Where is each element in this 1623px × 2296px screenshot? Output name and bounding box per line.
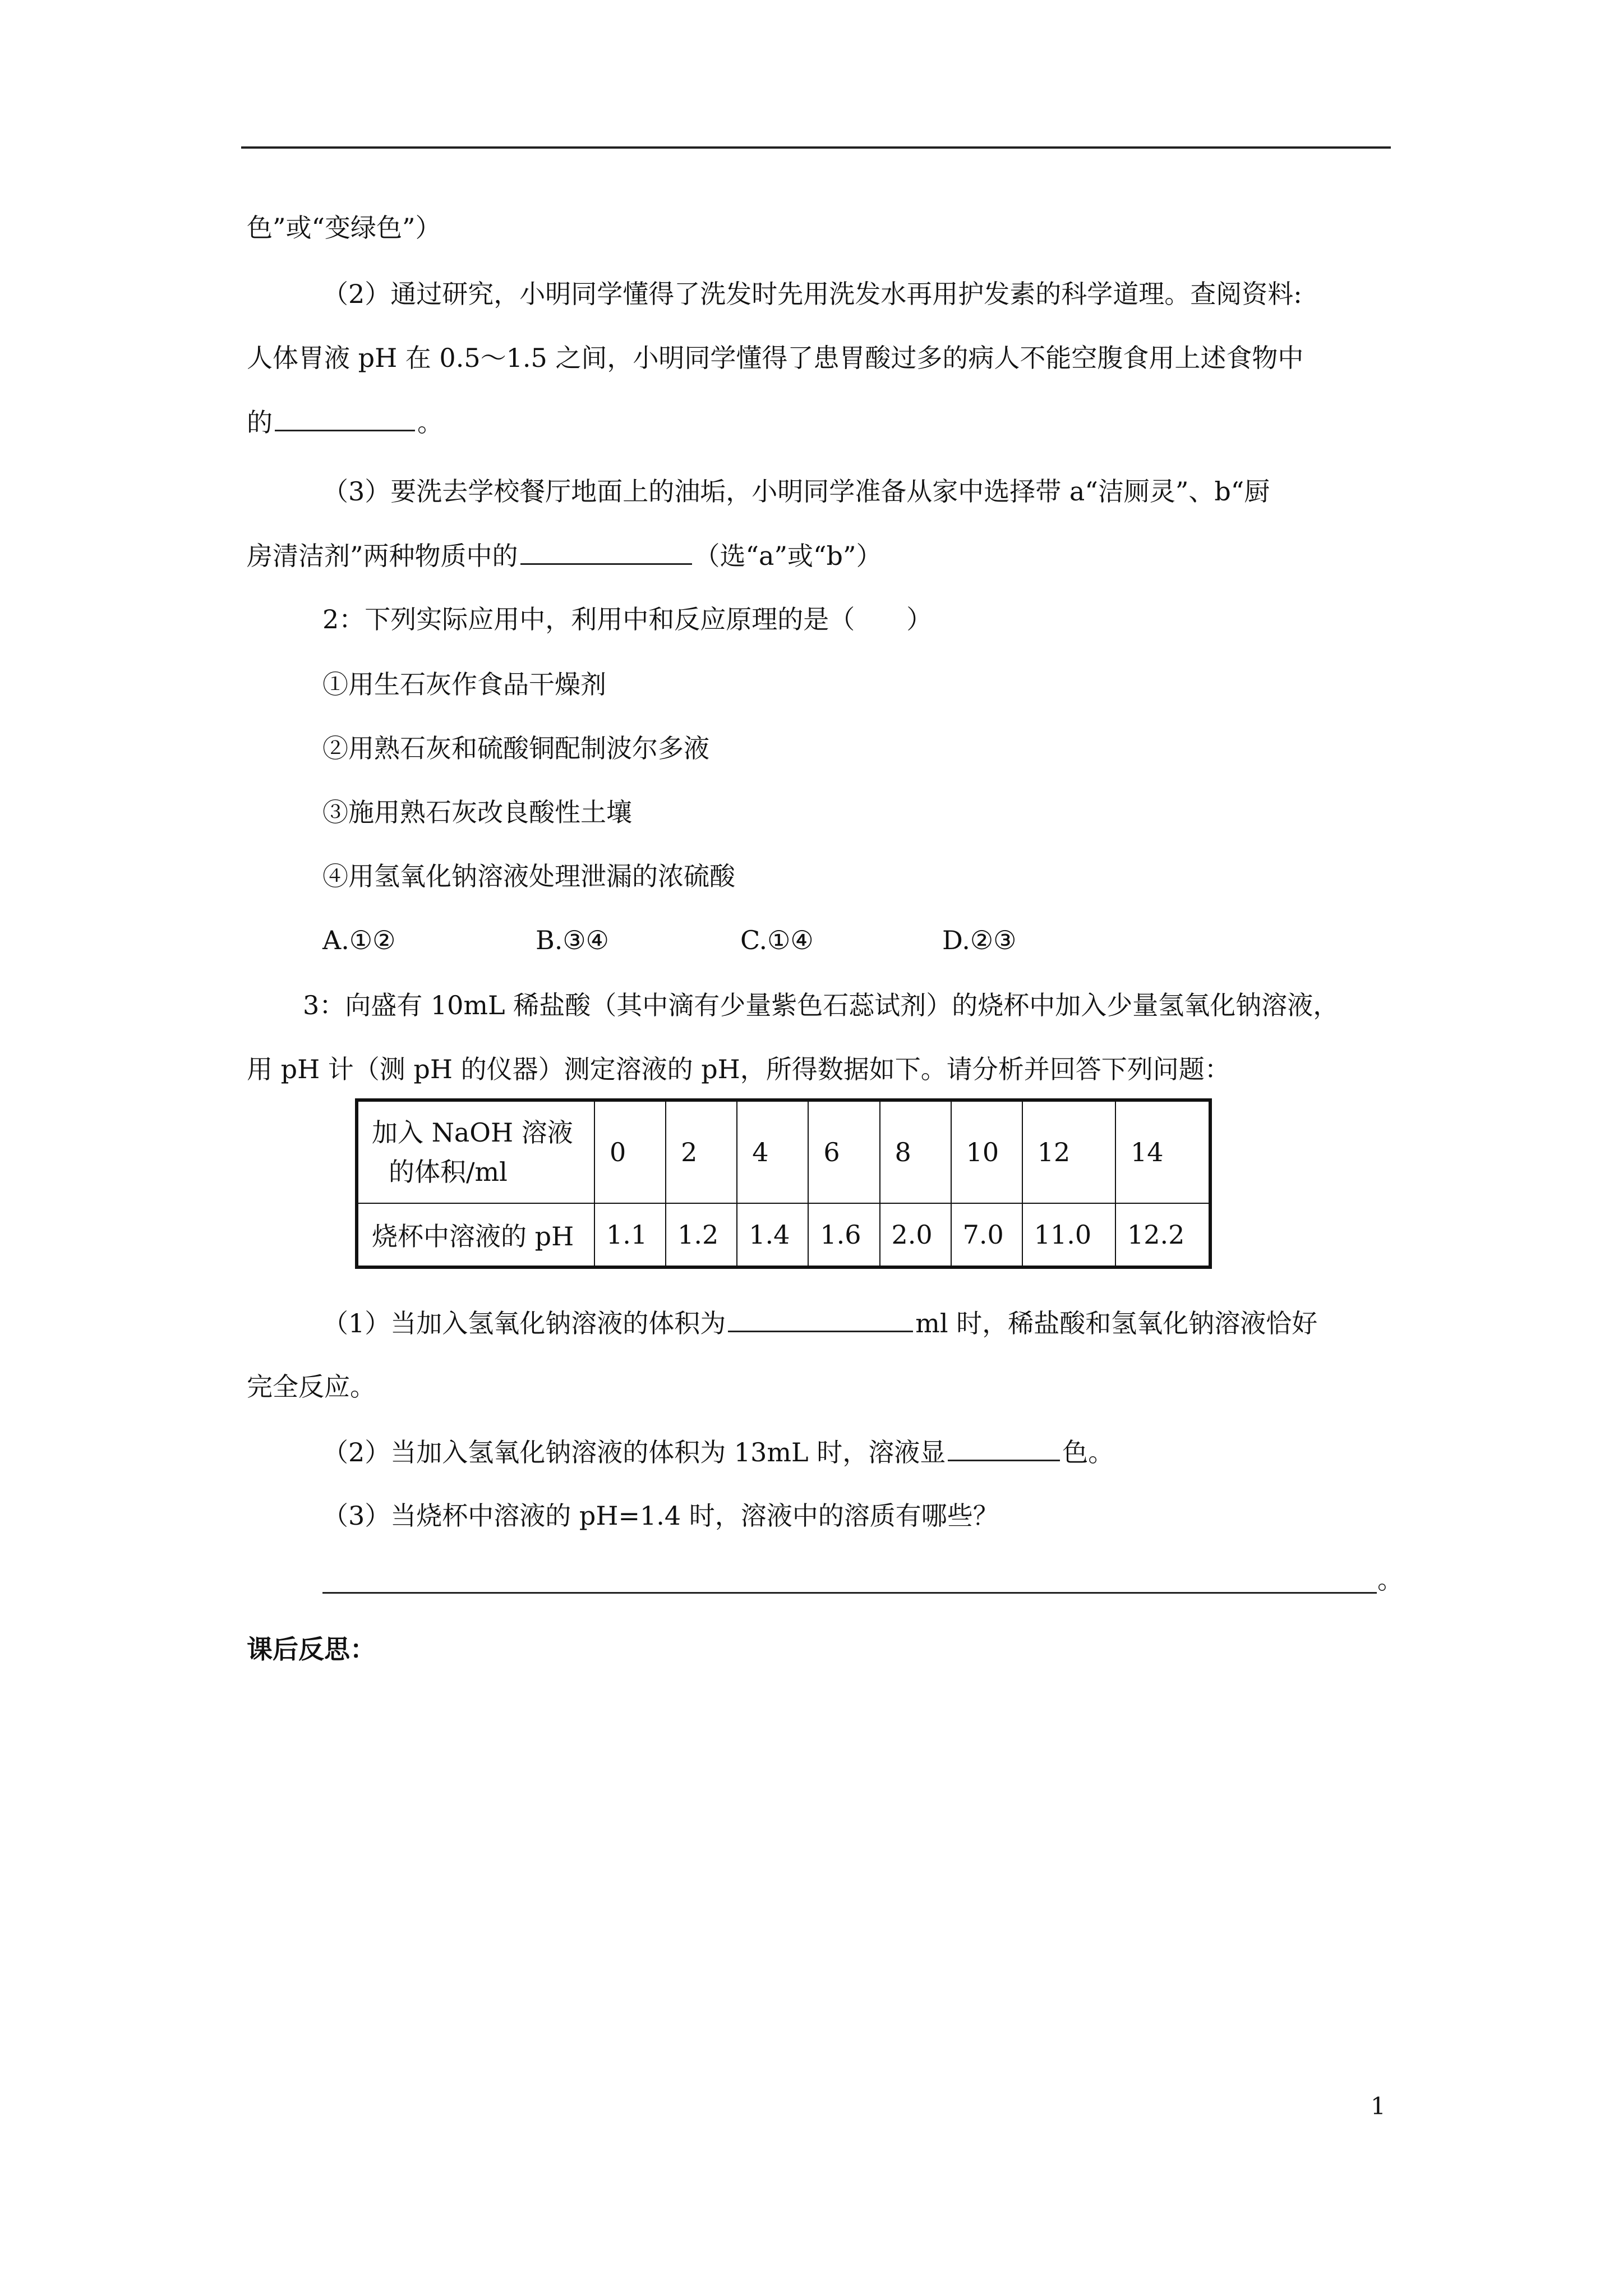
- q1-part2-suffix: 。: [417, 407, 443, 438]
- q3-sub2-suffix: 色。: [1062, 1437, 1114, 1467]
- answer-blank-volume[interactable]: [728, 1306, 913, 1332]
- table-cell: 12.2: [1115, 1203, 1210, 1267]
- reflection-label: 课后反思：: [247, 1634, 376, 1664]
- table-cell: 2.0: [880, 1203, 951, 1267]
- table-cell: 4: [737, 1100, 808, 1203]
- table-cell: 1.6: [808, 1203, 879, 1267]
- table-row-ph: [357, 1203, 1210, 1267]
- table-cell: 10: [951, 1100, 1022, 1203]
- q2-option-c[interactable]: C.①④: [740, 925, 814, 955]
- table-cell: 2: [666, 1100, 737, 1203]
- q2-option-a[interactable]: A.①②: [322, 925, 396, 955]
- q1-part2-prefix: 的: [247, 407, 273, 438]
- answer-line-solutes[interactable]: [322, 1592, 1377, 1594]
- q2-item-4: ④用氢氧化钠溶液处理泄漏的浓硫酸: [322, 861, 735, 891]
- q3-stem-line1: 3：向盛有 10mL 稀盐酸（其中滴有少量紫色石蕊试剂）的烧杯中加入少量氢氧化钠溶液，: [303, 990, 1339, 1020]
- q2-stem: 2：下列实际应用中，利用中和反应原理的是（ ）: [322, 604, 933, 634]
- answer-blank-color[interactable]: [948, 1435, 1060, 1461]
- table-cell: 6: [808, 1100, 879, 1203]
- volume-label-line1: 加入 NaOH 溶液: [372, 1117, 573, 1148]
- q1-part3-line1: （3）要洗去学校餐厅地面上的油垢，小明同学准备从家中选择带 a“洁厕灵”、b“厨: [322, 476, 1270, 507]
- answer-blank-food[interactable]: [275, 405, 415, 431]
- answer-blank-choice[interactable]: [520, 539, 692, 565]
- q2-option-d[interactable]: D.②③: [942, 925, 1017, 955]
- q2-option-b[interactable]: B.③④: [536, 925, 609, 955]
- q1-part3-line2: [247, 539, 882, 573]
- ph-label: 烧杯中溶液的 pH: [357, 1203, 594, 1267]
- q3-sub1-suffix: ml 时，稀盐酸和氢氧化钠溶液恰好: [915, 1308, 1318, 1338]
- q1-part2-line1: （2）通过研究，小明同学懂得了洗发时先用洗发水再用护发素的科学道理。查阅资料:: [322, 279, 1302, 309]
- q1-part3-suffix: （选“a”或“b”）: [694, 541, 882, 571]
- q1-part2-line2: 人体胃液 pH 在 0.5～1.5 之间，小明同学懂得了患胃酸过多的病人不能空腹食用上述食物中: [247, 343, 1304, 373]
- continued-text: 色”或“变绿色”）: [247, 213, 441, 243]
- q1-part3-prefix: 房清洁剂”两种物质中的: [247, 541, 518, 571]
- ph-data-table: [355, 1098, 1212, 1269]
- table-cell: 8: [880, 1100, 951, 1203]
- q3-sub2-prefix: （2）当加入氢氧化钠溶液的体积为 13mL 时，溶液显: [322, 1437, 946, 1467]
- q1-part2-line3: [247, 405, 443, 439]
- table-cell: 1.1: [594, 1203, 666, 1267]
- q3-sub1-line1: [322, 1306, 1317, 1340]
- table-cell: 12: [1022, 1100, 1115, 1203]
- table-row-label: [357, 1100, 594, 1203]
- q3-sub2: [322, 1435, 1114, 1469]
- q2-item-1: ①用生石灰作食品干燥剂: [322, 669, 606, 700]
- table-cell: 1.2: [666, 1203, 737, 1267]
- q2-item-3: ③施用熟石灰改良酸性土壤: [322, 797, 632, 827]
- table-cell: 0: [594, 1100, 666, 1203]
- table-cell: 11.0: [1022, 1203, 1115, 1267]
- table-cell: 14: [1115, 1100, 1210, 1203]
- table-row-volume: [357, 1100, 1210, 1203]
- header-rule: [241, 146, 1391, 149]
- page-number: 1: [1371, 2092, 1386, 2120]
- q3-sub1-line2: 完全反应。: [247, 1372, 376, 1402]
- q3-sub3: （3）当烧杯中溶液的 pH=1.4 时，溶液中的溶质有哪些？: [322, 1501, 999, 1531]
- q3-sub3-end: 。: [1377, 1565, 1403, 1595]
- table-cell: 7.0: [951, 1203, 1022, 1267]
- q3-sub1-prefix: （1）当加入氢氧化钠溶液的体积为: [322, 1308, 726, 1338]
- q2-item-2: ②用熟石灰和硫酸铜配制波尔多液: [322, 733, 709, 763]
- volume-label-line2: 的体积/ml: [389, 1157, 508, 1187]
- table-cell: 1.4: [737, 1203, 808, 1267]
- q3-stem-line2: 用 pH 计（测 pH 的仪器）测定溶液的 pH，所得数据如下。请分析并回答下列问题：: [247, 1054, 1230, 1084]
